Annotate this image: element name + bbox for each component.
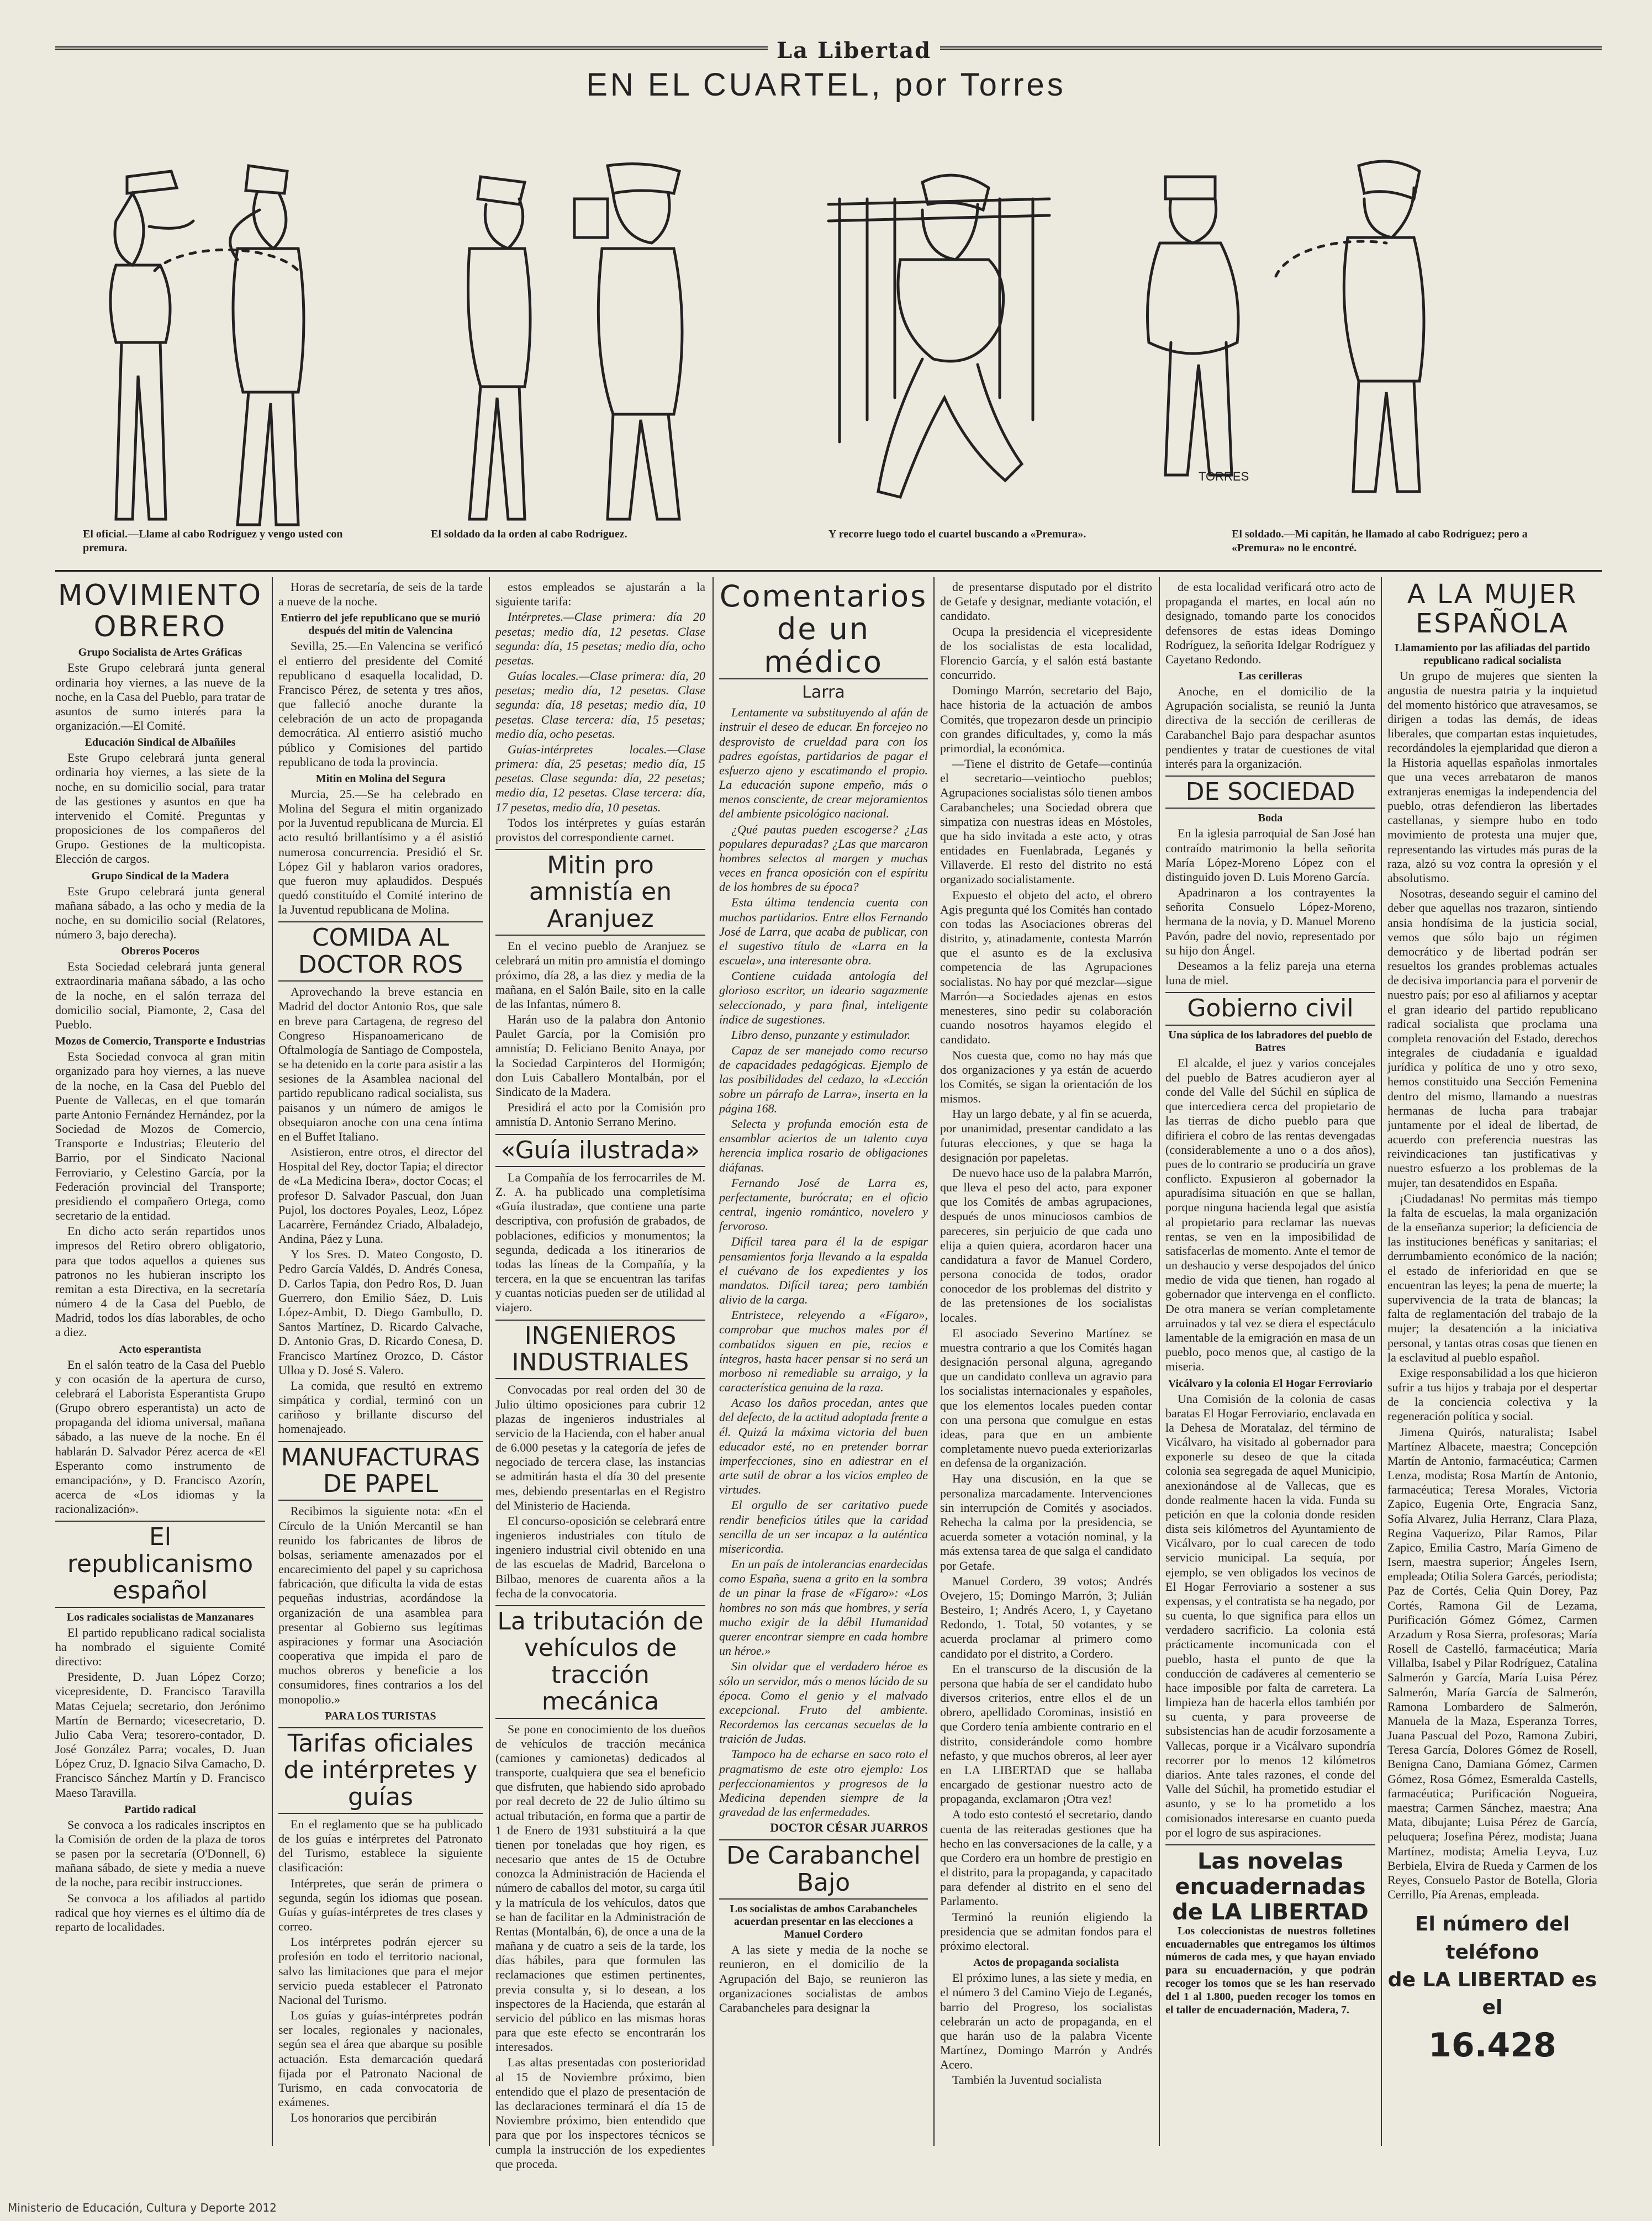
signature: DOCTOR CÉSAR JUARROS: [770, 1821, 928, 1835]
headline-movimiento-obrero: MOVIMIENTO OBRERO: [57, 579, 263, 644]
paragraph: Libro denso, punzante y estimulador.: [731, 1027, 911, 1042]
paragraph: El orgullo de ser caritativo puede rendir beneficios útiles que la caridad sencilla de un ser incapaz a la auténtica misericordia.: [719, 1498, 928, 1555]
paragraph: En el transcurso de la discusión de la persona que había de ser el candidato hubo diversos criterios, entre ellos el de un obrero, apellidado Corominas, insistió en que Cordero tenía ambiente contrario en el distrito, considerándole como hombre nefasto, y que muchos obreros, al leer ayer en LA LIBERTAD que se hallaba encargado de gestionar nuestro acto de propaganda, exclamaron ¡Otra vez!: [940, 1661, 1152, 1806]
subhead: Grupo Sindical de la Madera: [91, 869, 229, 882]
subhead: PARA LOS TURISTAS: [325, 1710, 436, 1722]
paragraph: Sin olvidar que el verdadero héroe es sólo un servidor, más o menos lúcido de su época. Como el genio y el malvado excepcional. Fruto del ambiente. Recordemos las cercanas secuelas de la traición de Judas.: [719, 1659, 928, 1746]
headline-mujer-espanola: A LA MUJER ESPAÑOLA: [1407, 579, 1578, 639]
telephone-notice: [1387, 1911, 1597, 2069]
subhead: Las cerilleras: [1238, 670, 1302, 683]
paragraph: Apadrinaron a los contrayentes la señorita Consuelo López-Moreno, hermana de la novia, y D. Manuel Moreno Pavón, padre del novio, representado por su hijo don Ángel.: [1165, 885, 1375, 957]
paragraph: Fernando José de Larra es, perfectamente, burócrata; en el oficio central, ingenio romántico, novelero y fervoroso.: [719, 1175, 928, 1233]
paragraph: A las siete y media de la noche se reunieron, en el domicilio de la Agrupación del Bajo, se reunieron las organizaciones socialistas de ambos Carabancheles para designar la: [719, 1943, 928, 2014]
paragraph: En el salón teatro de la Casa del Pueblo y con ocasión de la apertura de curso, celebrará el Laborista Esperantista Grupo (Grupo obrero esperantista) un acto de propaganda del idioma universal, mañana sábado, a las nueve de la noche. En él hablarán D. Salvador Pérez acerca de «El Esperanto como instrumento de emancipación», y D. Francisco Azorín, acerca de «Los idiomas y la racionalización».: [55, 1357, 265, 1516]
paragraph: estos empleados se ajustarán a la siguiente tarifa:: [495, 580, 705, 609]
paragraph: Se pone en conocimiento de los dueños de vehículos de tracción mecánica (camiones y camionetas) dedicados al transporte, cualquiera que sea el beneficio que disfruten, que habiendo sido aprobado por real decreto de 22 de Julio último su actual tributación, en forma que a partir de 1 de Enero de 1931 substituirá a la que tienen por toneladas que hoy rigen, es necesario que antes de 15 de Octubre conozca la Administración de Hacienda el número de caballos del motor, su carga útil y la matrícula de los vehículos, datos que se han de facilitar en la Administración de Rentas (Montalbán, 6), de once a una de la mañana y de cuatro a seis de la tarde, los días hábiles, para que formulen las reclamaciones que estimen pertinentes, previa consulta y, si lo desean, a los inspectores de la Hacienda, que estarán al servicio del público en las mismas horas para que este efecto se encontrarán los interesados.: [495, 1722, 705, 2054]
paragraph: Las altas presentadas con posterioridad al 15 de Noviembre próximo, bien entendido que el plazo de presentación de las declaraciones terminará el día 15 de Noviembre próximo, bien entendido que para que por los inspectores técnicos se cumpla la instrucción de los expedientes que proceda.: [495, 2055, 705, 2171]
paragraph: Murcia, 25.—Se ha celebrado en Molina del Segura el mitin organizado por la Juventud republicana de Murcia. El acto resultó brillantísimo y a él asistió numerosa concurrencia. Presidió el Sr. López Gil y hablaron varios oradores, que fueron muy aplaudidos. Después quedó constituído el Comité interino de la Juventud republicana de Molina.: [278, 787, 483, 917]
paragraph: Hay una discusión, en la que se personaliza marcadamente. Intervenciones sin interrupción de Comités y asociados. Rehecha la calma por la presidencia, se acuerda someter a votación nominal, y la más extensa tarea de que salga el candidato por Getafe.: [940, 1471, 1152, 1573]
paragraph: Exige responsabilidad a los que hicieron sufrir a tus hijos y trabaja por el despertar de la conciencia colectiva y la regeneración política y social.: [1387, 1365, 1597, 1423]
paragraph: Se convoca a los afiliados al partido radical que hoy viernes es el último día de reparto de localidades.: [55, 1891, 265, 1934]
paragraph: de esta localidad verificará otro acto de propaganda el martes, en local aún no designado, tomando parte los conocidos defensores de estas ideas Domingo Rodríguez, la señorita Idelgar Rodríguez y Cayetano Redondo.: [1165, 580, 1375, 666]
paragraph: Guías-intérpretes locales.—Clase primera: día, 25 pesetas; medio día, 15 pesetas. Clase segunda: día, 22 pesetas; medio día, 12 pesetas. Clase tercera: día, 17 pesetas, medio día, 10 pesetas.: [495, 742, 705, 814]
subhead: Boda: [1258, 812, 1283, 825]
paragraph: Los honorarios que percibirán: [291, 2111, 437, 2125]
headline-mitin-aranjuez: Mitin pro amnistía en Aranjuez: [495, 849, 705, 936]
headline-de-sociedad: DE SOCIEDAD: [1165, 775, 1375, 809]
caption-1: El oficial.—Llame al cabo Rodríguez y vengo usted con premura.: [83, 528, 343, 554]
paragraph: Nosotras, deseando seguir el camino del deber que aquellas nos trazaron, sintiendo ansia hondísima de la justicia social, vemos que sólo bajo un régimen democrático y de libertad podrán ser resueltos los grandes problemas actuales de decisiva importancia para el porvenir de nuestro país; por eso al afiliarnos y aceptar el gran ideario del partido republicano radical socialista que proclama una completa renovación del Estado, derechos integrales de ciudadanía e igualdad jurídica y política de uno y otro sexo, hemos constituido una Sección Femenina dentro del mismo, llamando a nuestras hermanas de lucha para trabajar juntamente por el ideal de libertad, de acuerdo con preferencia nuestras las reivindicaciones tan justificativas y nuestro esfuerzo a los problemas de la mujer, tan desatendidos en España.: [1387, 887, 1597, 1190]
paragraph: Tampoco ha de echarse en saco roto el pragmatismo de este otro ejemplo: Los perfeccionamientos y progresos de la Medicina dependen siempre de la gravedad de las enfermedades.: [719, 1747, 928, 1819]
headline-tributacion: La tributación de vehículos de tracción mecánica: [495, 1605, 705, 1719]
paragraph: Horas de secretaría, de seis de la tarde a nueve de la noche.: [278, 580, 483, 609]
telephone-line-1: El número del teléfono: [1415, 1913, 1570, 1964]
headline-manufacturas-papel: MANUFACTURAS DE PAPEL: [278, 1441, 483, 1501]
cartoon-title: EN EL CUARTEL, por Torres: [586, 67, 1066, 103]
headline-tarifas-oficiales: Tarifas oficiales de intérpretes y guías: [278, 1727, 483, 1814]
paragraph: Los guías y guías-intérpretes podrán ser locales, regionales y nacionales, según sea el área que abarque su posible actuación. Esta demarcación quedará fijada por el Patronato Nacional de Turismo, en cada convocatoria de exámenes.: [278, 2008, 483, 2109]
paragraph: El partido republicano radical socialista ha nombrado el siguiente Comité directivo:: [55, 1625, 265, 1668]
paragraph: En el vecino pueblo de Aranjuez se celebrará un mitin pro amnistía el domingo próximo, día 28, a las diez y media de la mañana, en el Salón Baile, sito en la calle de las Infantas, número 8.: [495, 939, 706, 1011]
caption-4: El soldado.—Mi capitán, he llamado al cabo Rodríguez; pero a «Premura» no le encontré.: [1232, 528, 1528, 554]
caption-3: Y recorre luego todo el cuartel buscando a «Premura».: [828, 528, 1086, 540]
subhead: Actos de propaganda socialista: [973, 1956, 1119, 1969]
panel-4-drawing: [1148, 161, 1424, 492]
cartoon-strip: [61, 133, 1552, 530]
panel-2-drawing: [468, 164, 683, 519]
paragraph: ¡Ciudadanas! No permitas más tiempo la falta de escuelas, la mala organización de la enseñanza superior; la deficiencia de las instituciones benéficas y sanitarias; el derrumbamiento económico de la nación; el estado de inferioridad en que se encuentran las leyes; la pena de muerte; la supervivencia de la trata de blancas; la falta de reglamentación del trabajo de la mujer; la desatención a la iniciativa personal, y tantas otras cosas que tienen en la esclavitud al pueblo español.: [1387, 1191, 1597, 1364]
subhead: Mitin en Molina del Segura: [315, 772, 446, 785]
paragraph: En la iglesia parroquial de San José han contraído matrimonio la bella señorita María López-Moreno López con el distinguido joven D. Luis Moreno García.: [1165, 826, 1375, 884]
paragraph: Este Grupo celebrará junta general mañana sábado, a las ocho y media de la noche, en su domicilio social (Relatores, número 3, bajo derecha).: [55, 884, 265, 942]
advert-text: Los coleccionistas de nuestros folletines encuadernables que entregamos los últimos números de cada mes, y que hayan enviado para su encuadernación, y que podrán recoger los tomos que se les han reservado del 1 al 1.800, pueden recoger los tomos en el taller de encuadernación, Madera, 7.: [1165, 1924, 1375, 2016]
column-rule: [1159, 577, 1160, 2146]
paragraph: El asociado Severino Martínez se muestra contrario a que los Comités hagan designación personal alguna, agregando que un candidato conlleva un agravio para los socialistas internacionales y españoles, que los elementos locales pueden contar con una persona que comulgue en estas ideas, para que en un ambiente completamente nuevo pueda exteriorizarlas en defensa de la organización.: [940, 1326, 1152, 1470]
novelas-advert: [1165, 1844, 1375, 2017]
paragraph: Este Grupo celebrará junta general ordinaria hoy viernes, a las siete de la noche, en su domicilio social, para tratar de las gestiones y asuntos en que ha intervenido el Comité. Preguntas y proposiciones de los compañeros del Grupo. Gestiones de la multicopista. Elección de cargos.: [55, 751, 265, 866]
paragraph: Acaso los daños procedan, antes que del defecto, de la actitud adoptada frente a él. Quizá la máxima victoria del buen educador esté, no en pretender borrar imperfecciones, sino en adiestrar en el arte sutil de obrar a los vicios empleo de virtudes.: [719, 1396, 928, 1497]
subhead: Llamamiento por las afiliadas del partido republicano radical socialista: [1395, 641, 1590, 667]
paragraph: Todos los intérpretes y guías estarán provistos del correspondiente carnet.: [495, 815, 705, 844]
paragraph: El alcalde, el juez y varios concejales del pueblo de Batres acudieron ayer al conde del Valle del Súchil en súplica de que intercediera cerca del propietario de las tierras de dicho pueblo para que difiriera el cobro de las rentas devengadas (considerablemente a uno o a dos años), pues de lo contrario se produciría un grave conflicto. Expusieron al gobernador la apuradísima situación en que se hallan, porque ninguna hacienda legal que asistía al propietario para reclamar las nuevas rentas, se ven en la imposibilidad de satisfacerlas de momento. Ante el temor de un deshaucio y verse despojados del único medio de vida que tienen, han rogado al gobernador que intervenga en el conflicto. De otra manera se verían completamente arruinados y tal vez se diera el espectáculo lamentable de la emigración en masa de un pueblo, poco menos que, al castigo de la miseria.: [1165, 1056, 1375, 1374]
column-rule: [933, 577, 935, 2146]
paragraph: Presidente, D. Juan López Corzo; vicepresidente, D. Francisco Taravilla Matas Cejuela; secretario, don Jerónimo Martín de Bernardo; vicesecretario, D. Julio Caba Vera; tesorero-contador, D. José González Parra; vocales, D. Juan López Cruz, D. Ignacio Silva Camacho, D. Francisco Sánchez Martín y D. Francisco Maeso Taravilla.: [55, 1670, 265, 1800]
paragraph: Los intérpretes podrán ejercer su profesión en todo el territorio nacional, salvo las limitaciones que para el mejor servicio pueda establecer el Patronato Nacional del Turismo.: [278, 1935, 483, 2007]
paragraph: También la Juventud socialista: [952, 2073, 1102, 2087]
paragraph: Manuel Cordero, 39 votos; Andrés Ovejero, 15; Domingo Marrón, 3; Julián Besteiro, 1; Andrés Acero, 1, y Cayetano Redondo, 1. Total, 50 votantes, y se acuerda proclamar al primero como candidato por el distrito, a Cordero.: [940, 1574, 1152, 1660]
column-rule: [489, 577, 490, 2146]
headline-gobierno-civil: Gobierno civil: [1165, 992, 1375, 1025]
column-7: [1387, 580, 1597, 2149]
subhead: Los radicales socialistas de Manzanares: [66, 1611, 254, 1623]
telephone-number: 16.428: [1428, 2025, 1556, 2065]
paragraph: En el reglamento que se ha publicado de los guías e intérpretes del Patronato del Turismo, establece la siguiente clasificación:: [278, 1817, 483, 1875]
paragraph: Asistieron, entre otros, el director del Hospital del Rey, doctor Tapia; el director de «La Medicina Ibera», doctor Cocas; el profesor D. Salvador Pascual, don Juan Pujol, los doctores Poyales, Leoz, López Lacarrère, Fernández Criado, Albaladejo, Andina, Páez y Luna.: [278, 1145, 483, 1246]
advert-heading: Las novelas encuadernadas de LA LIBERTAD: [1172, 1848, 1369, 1925]
paragraph: Esta Sociedad celebrará junta general extraordinaria mañana sábado, a las ocho de la noche, en el salón terraza del domicilio social, Piamonte, 2, Casa del Pueblo.: [55, 959, 265, 1031]
headline-ingenieros: INGENIEROS INDUSTRIALES: [495, 1320, 705, 1380]
subhead: Partido radical: [124, 1803, 196, 1816]
panel-1-drawing: [110, 166, 304, 525]
subhead: Obreros Poceros: [121, 945, 199, 958]
paragraph: Domingo Marrón, secretario del Bajo, hace historia de la actuación de ambos Comités, que tropezaron desde un principio con grandes dificultades, y, como la más primordial, la económica.: [940, 683, 1152, 755]
paragraph: Selecta y profunda emoción esta de ensamblar aciertos de un talento cuya herencia implica rosario de obligaciones diáfanas.: [719, 1116, 928, 1174]
paragraph: Capaz de ser manejado como recurso de capacidades pedagógicas. Ejemplo de las posibilidades del cedazo, la «Lección sobre un párrafo de Larra», inserta en la página 168.: [719, 1043, 928, 1115]
paragraph: Hay un largo debate, y al fin se acuerda, por unanimidad, presentar candidato a las futuras elecciones, y que se haga la designación por papeletas.: [940, 1107, 1152, 1164]
telephone-line-2: de LA LIBERTAD es el: [1387, 1968, 1597, 2019]
headline-guia-ilustrada: «Guía ilustrada»: [495, 1134, 705, 1167]
paragraph: Convocadas por real orden del 30 de Julio último oposiciones para cubrir 12 plazas de ingenieros industriales al servicio de la Hacienda, con el haber anual de 6.000 pesetas y la categoría de jefes de negociado de tercera clase, las instancias se admitirán hasta el día 30 del presente mes, debiendo presentarlas en el Registro del Ministerio de Hacienda.: [495, 1383, 705, 1512]
paragraph: Guías locales.—Clase primera: día, 20 pesetas; medio día, 12 pesetas. Clase segunda: día, 18 pesetas; medio día, 10 pesetas. Clase tercera: día, 15 pesetas; medio día, ocho pesetas.: [495, 669, 705, 741]
subhead: Los socialistas de ambos Carabancheles acuerdan presentar en las elecciones a Manuel Cordero: [730, 1903, 917, 1941]
column-rule: [272, 577, 273, 2146]
paragraph: Intérpretes.—Clase primera: día 20 pesetas; medio día, 12 pesetas. Clase segunda: día, 15 pesetas; medio día, ocho pesetas.: [495, 610, 705, 667]
column-rule: [1381, 577, 1382, 2146]
paragraph: ¿Qué pautas pueden escogerse? ¿Las populares depuradas? ¿Las que marcaron hombres selectos al margen y muchas veces en franca oposición con el espíritu de los hombres de su época?: [719, 822, 928, 894]
paragraph: Lentamente va substituyendo al afán de instruir el deseo de educar. En forcejeo no desprovisto de crueldad para con los padres egoístas, partidarios de pagar el esfuerzo ajeno y escatimando el propio. La educación supone empeño, más o menos consciente, de crear mejoramientos del ambiente psicológico nacional.: [719, 705, 928, 821]
paragraph: Se convoca a los radicales inscriptos en la Comisión de orden de la plaza de toros se pasen por la secretaría (O'Donnell, 6) mañana sábado, de siete y media a nueve de la noche, para recibir instrucciones.: [55, 1817, 265, 1890]
paragraph: Esta última tendencia cuenta con muchos partidarios. Entre ellos Fernando José de Larra, que acaba de publicar, con el sugestivo título de «Larra en la escuela», una interesante obra.: [719, 895, 928, 968]
paragraph: Un grupo de mujeres que sienten la angustia de nuestra patria y la inquietud del momento histórico que atravesamos, se dirigen a todas las demás, de ideas liberales, que compartan estas inquietudes, recordándoles la ejemplaridad que dieron a la Historia aquellas españolas inmortales que una veces arrebataron de manos extranjeras enemigas la independencia del pueblo, otras defendieron las libertades castellanas, y siempre hubo en todo movimiento de protesta una mujer que, representando las virtudes más puras de la raza, alzó su voz contra la opresión y el absolutismo.: [1387, 668, 1597, 885]
column-2: [278, 580, 483, 2149]
paragraph: En dicho acto serán repartidos unos impresos del Retiro obrero obligatorio, para que todos aquellos a quienes sus patronos no les hubieran inscripto los remitan a esta Directiva, en la secretaría número 4 de la Casa del Pueblo, de Madrid, todos los días laborables, de ocho a diez.: [55, 1224, 265, 1339]
paragraph: Y los Sres. D. Mateo Congosto, D. Pedro García Valdés, D. Andrés Conesa, D. Carlos Tapia, don Pedro Ros, D. Juan Guerrero, don Emilio Sáez, D. Luis López-Ambit, D. Diego Gambullo, D. Santos Martínez, D. Ricardo Calvache, D. Antonio Gras, D. Ricardo Conesa, D. Francisco Martínez Orozco, D. Cástor Ulloa y D. José S. Valero.: [278, 1247, 483, 1377]
footer-credit: Ministerio de Educación, Cultura y Deporte 2012: [8, 2201, 277, 2214]
headline-comentarios-medico: Comentarios de un médico: [719, 579, 928, 679]
subhead: Mozos de Comercio, Transporte e Industrias: [55, 1035, 265, 1048]
column-3: [495, 580, 706, 2171]
paragraph: Entristece, releyendo a «Fígaro», comprobar que muchos males por él combatidos siguen en pie, recios e íntegros, hasta hacer pensar si no será un morboso ni remediable su arraigo, y la característica genuina de la raza.: [719, 1308, 928, 1395]
paragraph: El próximo lunes, a las siete y media, en el número 3 del Camino Viejo de Leganés, barrio del Progreso, los socialistas celebrarán un acto de propaganda, en el que harán uso de la palabra Vicente Martínez, Domingo Marrón y Andrés Acero.: [940, 1971, 1152, 2072]
subhead: Acto esperantista: [119, 1343, 202, 1355]
paragraph: Expuesto el objeto del acto, el obrero Agis pregunta qué los Comités han contado con todas las Asociaciones obreras del distrito, y, atinadamente, contesta Marrón que el asunto es de la exclusiva competencia de las Agrupaciones socialistas. No hay por qué mezclar—sigue Marrón—a Sociedades ajenas en estos menesteres, sino pedir su colaboración cuando nosotros hayamos elegido el candidato.: [940, 888, 1152, 1047]
paragraph: Este Grupo celebrará junta general ordinaria hoy viernes, a las nueve de la noche, en la Casa del Pueblo, para tratar de asuntos de sumo interés para la organización.—El Comité.: [55, 661, 265, 733]
cartoon-signature: TORRES: [1199, 469, 1249, 483]
paragraph: Una Comisión de la colonia de casas baratas El Hogar Ferroviario, enclavada en la Dehesa de Moratalaz, del término de Vicálvaro, ha visitado al gobernador para exponerle su deseo de que la citada colonia sea segregada de aquel Municipio, anexionándose al de Vallecas, que es donde realmente hacen la vida. Funda su petición en que la colonia donde residen dista seis kilómetros del Ayuntamiento de Vicálvaro, por lo cual carecen de todo servicio municipal. La sequía, por ejemplo, se ven obligados los vecinos de El Hogar Ferroviario a sostener a sus expensas, y el contratista se ha negado, por su cuenta, lo que significa para ellos un verdadero sacrificio. La colonia está prácticamente incomunicada con el pueblo, hasta el punto de que la conducción de cadáveres al cementerio se hace imposible por falta de carretera. La limpieza han de hacerla ellos también por su cuenta, y para proveerse de subsistencias han de acudir forzosamente a Vallecas, porque ir a Vicálvaro supondría recorrer por lo menos 12 kilómetros diarios. Ante tales razones, el conde del Valle del Súchil, ha prometido estudiar el asunto, y se lo ha prometido a los comisionados interesarse en cuanto pueda por el logro de sus aspiraciones.: [1165, 1391, 1375, 1839]
subhead: Una súplica de los labradores del pueblo de Batres: [1168, 1028, 1373, 1054]
column-4: [719, 580, 928, 2149]
masthead: [55, 38, 1602, 64]
paragraph: Harán uso de la palabra don Antonio Paulet García, por la Comisión pro amnistía; D. Feliciano Benito Anaya, por la Sociedad Carpinteros del Hormigón; don Luis Caballero Montalbán, por el Sindicato de la Madera.: [495, 1012, 705, 1099]
paragraph: Difícil tarea para él la de espigar pensamientos forja llevando a la espalda el cuévano de los expedientes y los mandatos. Difícil tarea; pero también alivio de la carga.: [719, 1235, 928, 1307]
paragraph: La Compañía de los ferrocarriles de M. Z. A. ha publicado una completísima «Guía ilustrada», que contiene una parte descriptiva, con profusión de grabados, de poblaciones, edificios y monumentos; la segunda, dedicada a los itinerarios de todas las líneas de la Compañía, y la tercera, en la que se encuentran las tarifas y cuantas noticias pueden ser de utilidad al viajero.: [495, 1170, 705, 1315]
panel-3-drawing: [828, 175, 1049, 497]
paragraph: La comida, que resultó en extremo simpática y cordial, terminó con un cariñoso y brillante discurso del homenajeado.: [278, 1378, 483, 1436]
paragraph: En un país de intolerancias enardecidas como España, suena a grito en la sombra de un pinar la frase de «Fígaro»: «Los hombres no son más que hombres, y sería mucho exigir de la débil Humanidad querer encontrar siempre en cada hombre un héroe.»: [719, 1557, 928, 1658]
paragraph: Jimena Quirós, naturalista; Isabel Martínez Albacete, maestra; Concepción Martín de Antonio, farmacéutica; Carmen Lenza, modista; Rosa Martín de Antonio, farmacéutica; Teresa Morales, Victoria Zapico, Eugenia Orte, Engracia Sanz, Sofía Alvarez, Julia Herranz, Clara Plaza, Regina Vaquerizo, Pilar Ramos, Pilar Zapico, Emilia Castro, María Gimeno de Isern, maestra superior; Ángeles Isern, empleada; Otilia Solera Garcés, periodista; Paz de Cortés, Celia Quin Dorey, Paz Cortés, Ramona Gil de Lezama, Purificación Gómez Gómez, Carmen Arzadum y Rosa Sierra, profesoras; María Rosell de Castelló, farmacéutica; María Villalba, Isabel y Pilar Rodríguez, Catalina Salmerón y García, María Luisa Pérez Salmerón, María García de Salmerón, Ramona Lombardero de Salmerón, Manuela de la Maza, Esperanza Torres, Juana Pascual del Pozo, Ramona Zubiri, Teresa García, Dolores Gómez de Rosell, Benigna Cano, Damiana Gómez, Carmen Gómez, Rosa Gómez, Esmeralda Castells, farmacéutica; Purificación Nogueira, maestra; Carmen Sánchez, maestra; Ana Mata, dibujante; Luisa Pérez de García, peluquera; Josefina Pérez, modista; Juana Martínez, modista; Amelia Leyva, Luz Berbiela, Elvira de Rueda y Carmen de los Reyes, Consuelo Pastor de Botella, Gloria Cerrillo, Pía Arenas, empleada.: [1387, 1425, 1597, 1902]
subhead: Grupo Socialista de Artes Gráficas: [78, 646, 242, 659]
paragraph: A todo esto contestó el secretario, dando cuenta de las reiteradas gestiones que ha hecho en las conversaciones de la calle, y a que Cordero era un hombre de prestigio en el distrito, para la propaganda, y capacitado para defender al distrito en el seno del Parlamento.: [940, 1807, 1152, 1908]
paragraph: Esta Sociedad convoca al gran mitin organizado para hoy viernes, a las nueve de la noche, en la Casa del Pueblo del Puente de Vallecas, en el que tomarán parte Antonio Fernández Hernández, por la Sociedad de Mozos de Comercio, Transporte e Industrias; Eleuterio del Barrio, por el Sindicato Nacional Ferroviario, y Celestino García, por la Federación provincial del Transporte; presidiendo el compañero Ortega, como secretario de la entidad.: [55, 1049, 265, 1223]
paragraph: Anoche, en el domicilio de la Agrupación socialista, se reunió la Junta directiva de la sección de cerilleras de Carabanchel Bajo para despachar asuntos pendientes y tratar de cuestiones de vital interés para la organización.: [1165, 684, 1375, 771]
paragraph: Contiene cuidada antología del glorioso escritor, un ideario sagazmente seleccionado, y para final, inteligente índice de sugestiones.: [719, 969, 928, 1026]
paragraph: Deseamos a la feliz pareja una eterna luna de miel.: [1165, 959, 1375, 988]
headline-republicanismo: El republicanismo español: [55, 1521, 265, 1607]
subhead: Entierro del jefe republicano que se murió después del mitin de Valencina: [281, 612, 481, 637]
paragraph: Sevilla, 25.—En Valencina se verificó el entierro del presidente del Comité republicano d esaquella localidad, D. Francisco Pérez, de setenta y tres años, que falleció anoche durante la celebración de un acto de propaganda democrática. Al entierro asistió mucho público y Comisiones del partido republicano de toda la provincia.: [278, 639, 483, 769]
subhead: Vicálvaro y la colonia El Hogar Ferroviario: [1168, 1377, 1373, 1390]
paragraph: Terminó la reunión eligiendo la presidencia que se admitan fondos para el próximo electoral.: [940, 1909, 1152, 1953]
paragraph: Recibimos la siguiente nota: «En el Círculo de la Unión Mercantil se han reunido los fabricantes de libros de bolsas, seriamente amenazados por el encarecimiento del papel y su caprichosa fabricación, que dificulta la vida de estas pequeñas industrias, acordándose la organización de una asamblea para presentar al Gobierno sus legítimas aspiraciones y formar una Asociación cooperativa que impida el paro de muchos obreros y beneficie a los consumidores, fines contrarios a los del monopolio.»: [278, 1504, 483, 1706]
column-6: [1165, 580, 1375, 2149]
paragraph: De nuevo hace uso de la palabra Marrón, que lleva el peso del acto, para exponer que los Comités de ambas agrupaciones, después de unos minuciosos cambios de pareceres, sin perjuicio de que cada uno elija a quien quiera, acordaron hacer una candidatura a favor de Manuel Cordero, persona conocida de todos, orador conocedor de los problemas del distrito y de las pretensiones de los socialistas locales.: [940, 1165, 1152, 1325]
paragraph: Ocupa la presidencia el vicepresidente de los socialistas de esta localidad, Florencio García, y el salón está bastante concurrido.: [940, 624, 1152, 682]
headline-carabanchel: De Carabanchel Bajo: [719, 1839, 928, 1900]
paragraph: —Tiene el distrito de Getafe—continúa el secretario—veintiocho pueblos; Agrupaciones socialistas sólo tienen ambos Carabancheles; una Sociedad obrera que simpatiza con nuestras ideas en Móstoles, que ha sido invitada a este acto, y otras entidades en Fuenlabrada, Leganés y Villaverde. El resto del distrito no está organizado socialistamente.: [940, 757, 1152, 887]
paragraph: El concurso-oposición se celebrará entre ingenieros industriales con título de ingeniero industrial civil obtenido en una de las escuelas de Madrid, Barcelona o Bilbao, menores de cuarenta años a la fecha de la convocatoria.: [495, 1513, 705, 1600]
column-rule: [712, 577, 714, 2146]
paragraph: Intérpretes, que serán de primera o segunda, según los idiomas que posean. Guías y guías-intérpretes de tres clases y correo.: [278, 1876, 483, 1934]
paragraph: de presentarse disputado por el distrito de Getafe y designar, mediante votación, el candidato.: [940, 580, 1152, 623]
column-1: [55, 580, 265, 2149]
byline: Larra: [802, 683, 845, 703]
column-5: [940, 580, 1152, 2149]
paragraph: Nos cuesta que, como no hay más que dos organizaciones y ya están de acuerdo los Comités, se sigan la orientación de los mismos.: [940, 1048, 1152, 1106]
caption-2: El soldado da la orden al cabo Rodríguez.: [431, 528, 627, 540]
body-rule: [55, 570, 1602, 572]
paragraph: Aprovechando la breve estancia en Madrid del doctor Antonio Ros, que sale en breve para Cartagena, de regreso del Congreso Hispanoamericano de Oftalmología de Santiago de Compostela, se ha detenido en la corte para asistir a las sesiones de la Asamblea nacional del partido republicano radical socialista, sus paisanos y un número de amigos le obsequiaron anoche con una cena íntima en el Buffet Italiano.: [278, 985, 483, 1143]
headline-comida-doctor-ros: COMIDA AL DOCTOR ROS: [278, 921, 483, 982]
subhead: Educación Sindical de Albañiles: [85, 736, 236, 749]
masthead-name: La Libertad: [768, 38, 940, 64]
paragraph: Presidirá el acto por la Comisión pro amnistía D. Antonio Serrano Merino.: [495, 1100, 705, 1129]
